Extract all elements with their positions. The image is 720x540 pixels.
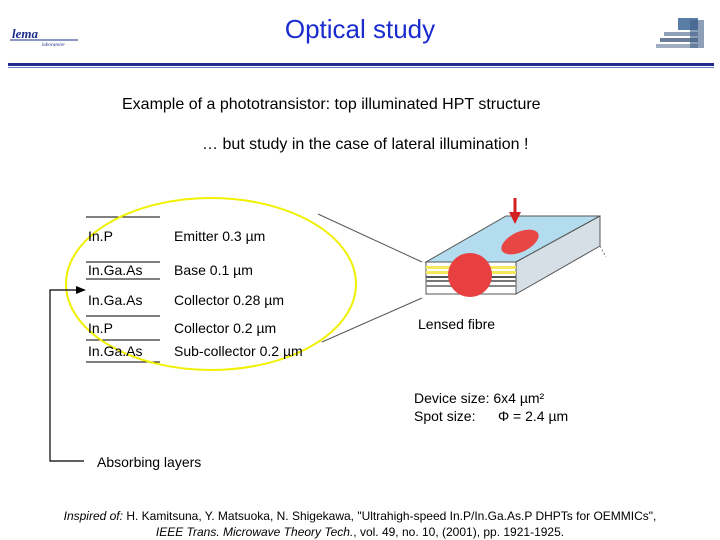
intro-line-2: … but study in the case of lateral illumination ! [202,136,529,153]
layer-material-5: In.Ga.As [88,343,143,359]
svg-text:laboratoire: laboratoire [42,43,65,48]
layer-desc-5: Sub-collector 0.2 µm [174,343,303,359]
zoom-line [322,298,422,342]
svg-text:lema: lema [12,26,38,41]
intro-line-1: Example of a phototransistor: top illuminated HPT structure [122,96,541,113]
lateral-spot [448,253,492,297]
layer-material-1: In.P [88,228,113,244]
spot-size-value: Φ = 2.4 µm [498,408,569,424]
absorbing-layers-label: Absorbing layers [97,454,202,470]
page-title: Optical study [284,14,436,44]
reference-details: , vol. 49, no. 10, (2001), pp. 1921-1925. [353,525,565,539]
reference-journal: IEEE Trans. Microwave Theory Tech. [155,525,354,539]
layer-material-2: In.Ga.As [88,262,143,278]
spot-size-label: Spot size: [414,408,476,424]
fibre-label: Lensed fibre [418,316,496,332]
layer-desc-4: Collector 0.2 µm [174,320,277,336]
layer-desc-1: Emitter 0.3 µm [174,228,266,244]
layer-material-4: In.P [88,320,113,336]
bracket-arrowhead [76,286,86,294]
reference-line-2 [0,524,720,540]
bracket-line [50,290,84,461]
dashed-line [600,246,606,257]
reference [0,508,720,540]
layer-desc-2: Base 0.1 µm [174,262,253,278]
layer-desc-3: Collector 0.28 µm [174,292,284,308]
device-size-label: Device size: 6x4 µm² [414,390,545,406]
layer-material-3: In.Ga.As [88,292,143,308]
reference-line-1 [0,508,720,524]
reference-authors: H. Kamitsuna, Y. Matsuoka, N. Shigekawa, "Ultrahigh-speed In.P/In.Ga.As.P DHPTs for OEMMICs", [122,509,657,523]
reference-prefix: Inspired of: [63,509,123,523]
